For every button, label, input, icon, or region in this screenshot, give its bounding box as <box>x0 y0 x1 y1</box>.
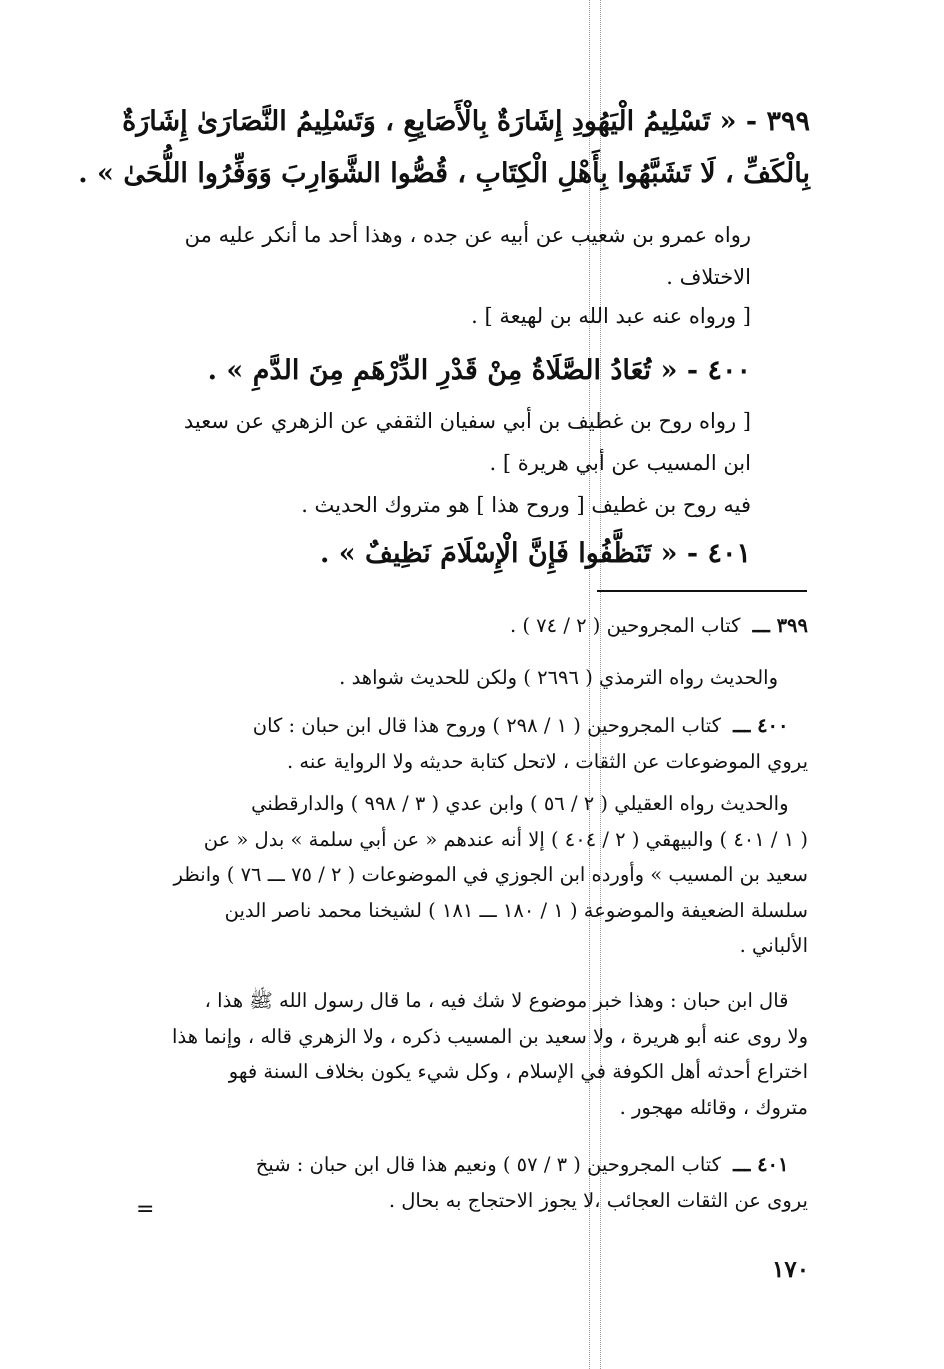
footnote-line <box>134 786 808 822</box>
hadith-399 <box>78 96 810 200</box>
footnote-line <box>136 608 808 644</box>
footnote-400 <box>134 708 808 779</box>
page-number: ١٧٠ <box>772 1256 810 1283</box>
footnote-line <box>134 1147 808 1183</box>
commentary-line: الاختلاف . <box>666 265 751 289</box>
footnote-separator <box>597 590 807 592</box>
hadith-399-line-2: بِالْكَفِّ ، لَا تَشَبَّهُوا بِأَهْلِ الْكِتَابِ ، قُصُّوا الشَّوَارِبَ وَوَفِّرُوا اللُّحَىٰ » . <box>78 158 810 189</box>
hadith-400-commentary <box>136 484 751 526</box>
footnote-line: الألباني . <box>739 934 808 957</box>
footnote-line: متروك ، وقائله مهجور . <box>619 1095 808 1119</box>
continuation-mark: = <box>136 1197 155 1222</box>
footnote-line: سعيد بن المسيب » وأورده ابن الجوزي في الموضوعات ( ٢ / ٧٥ ـــ ٧٦ ) وانظر <box>173 863 808 886</box>
hadith-400-line: ٤٠٠ - « تُعَادُ الصَّلَاةُ مِنْ قَدْرِ الدِّرْهَمِ مِنَ الدَّمِ » . <box>207 355 751 386</box>
footnote-400-sources <box>134 786 808 964</box>
narration-line: ابن المسيب عن أبي هريرة ] . <box>489 451 751 475</box>
footnote-number: ٣٩٩ ـــ <box>752 614 808 637</box>
narration-line: [ رواه روح بن غطيف بن أبي سفيان الثقفي عن الزهري عن سعيد <box>183 409 751 433</box>
commentary-line: فيه روح بن غطيف [ وروح هذا ] هو متروك الحديث . <box>301 493 751 517</box>
footnote-line <box>134 983 808 1019</box>
footnote-400-ibn-hibban <box>134 983 808 1125</box>
hadith-399-commentary <box>136 214 751 298</box>
footnote-number: ٤٠١ ـــ <box>733 1153 789 1176</box>
footnote-line: يروى عن الثقات العجائب ،لا يجوز الاحتجاج به بحال . <box>388 1188 808 1212</box>
footnote-text: كتاب المجروحين ( ٣ / ٥٧ ) ونعيم هذا قال ابن حبان : شيخ <box>255 1153 721 1176</box>
hadith-399-narration-note <box>136 295 751 337</box>
hadith-399-line-1: ٣٩٩ - « تَسْلِيمُ الْيَهُودِ إِشَارَةٌ بِالْأَصَابِعِ ، وَتَسْلِيمُ النَّصَارَىٰ إِشَارَةٌ <box>122 106 810 137</box>
hadith-401 <box>136 528 751 580</box>
footnote-line: والحديث رواه الترمذي ( ٢٦٩٦ ) ولكن للحديث شواهد . <box>339 666 778 689</box>
hadith-400 <box>136 345 751 397</box>
narration-line: [ ورواه عنه عبد الله بن لهيعة ] . <box>471 304 751 328</box>
footnote-399-extra <box>136 660 778 696</box>
footnote-text: قال ابن حبان : وهذا خبر موضوع لا شك فيه ، ما قال رسول الله ﷺ هذا ، <box>204 989 789 1012</box>
footnote-401 <box>134 1147 808 1218</box>
footnote-text: كتاب المجروحين ( ٢ / ٧٤ ) . <box>509 614 741 637</box>
commentary-line: رواه عمرو بن شعيب عن أبيه عن جده ، وهذا أحد ما أنكر عليه من <box>184 223 751 247</box>
footnote-text: كتاب المجروحين ( ١ / ٢٩٨ ) وروح هذا قال ابن حبان : كان <box>252 714 721 737</box>
footnote-line: سلسلة الضعيفة والموضوعة ( ١ / ١٨٠ ـــ ١٨١ ) لشيخنا محمد ناصر الدين <box>224 898 808 922</box>
hadith-400-narration <box>134 400 751 484</box>
footnote-line: ولا روى عنه أبو هريرة ، ولا سعيد بن المسيب ذكره ، ولا الزهري قاله ، وإنما هذا <box>172 1024 808 1048</box>
footnote-line: يروي الموضوعات عن الثقات ، لاتحل كتابة حديثه ولا الرواية عنه . <box>287 749 808 773</box>
footnote-399 <box>136 608 808 644</box>
hadith-401-line: ٤٠١ - « تَنَظَّفُوا فَإِنَّ الْإِسْلَامَ نَظِيفٌ » . <box>319 538 751 569</box>
footnote-line: ( ١ / ٤٠١ ) والبيهقي ( ٢ / ٤٠٤ ) إلا أنه عندهم « عن أبي سلمة » بدل « عن <box>203 827 808 851</box>
footnote-line <box>134 708 808 744</box>
footnote-text: والحديث رواه العقيلي ( ٢ / ٥٦ ) وابن عدي ( ٣ / ٩٩٨ ) والدارقطني <box>251 792 789 815</box>
footnote-number: ٤٠٠ ـــ <box>733 714 789 737</box>
footnote-line: اختراع أحدثه أهل الكوفة في الإسلام ، وكل شيء يكون بخلاف السنة فهو <box>228 1060 808 1083</box>
